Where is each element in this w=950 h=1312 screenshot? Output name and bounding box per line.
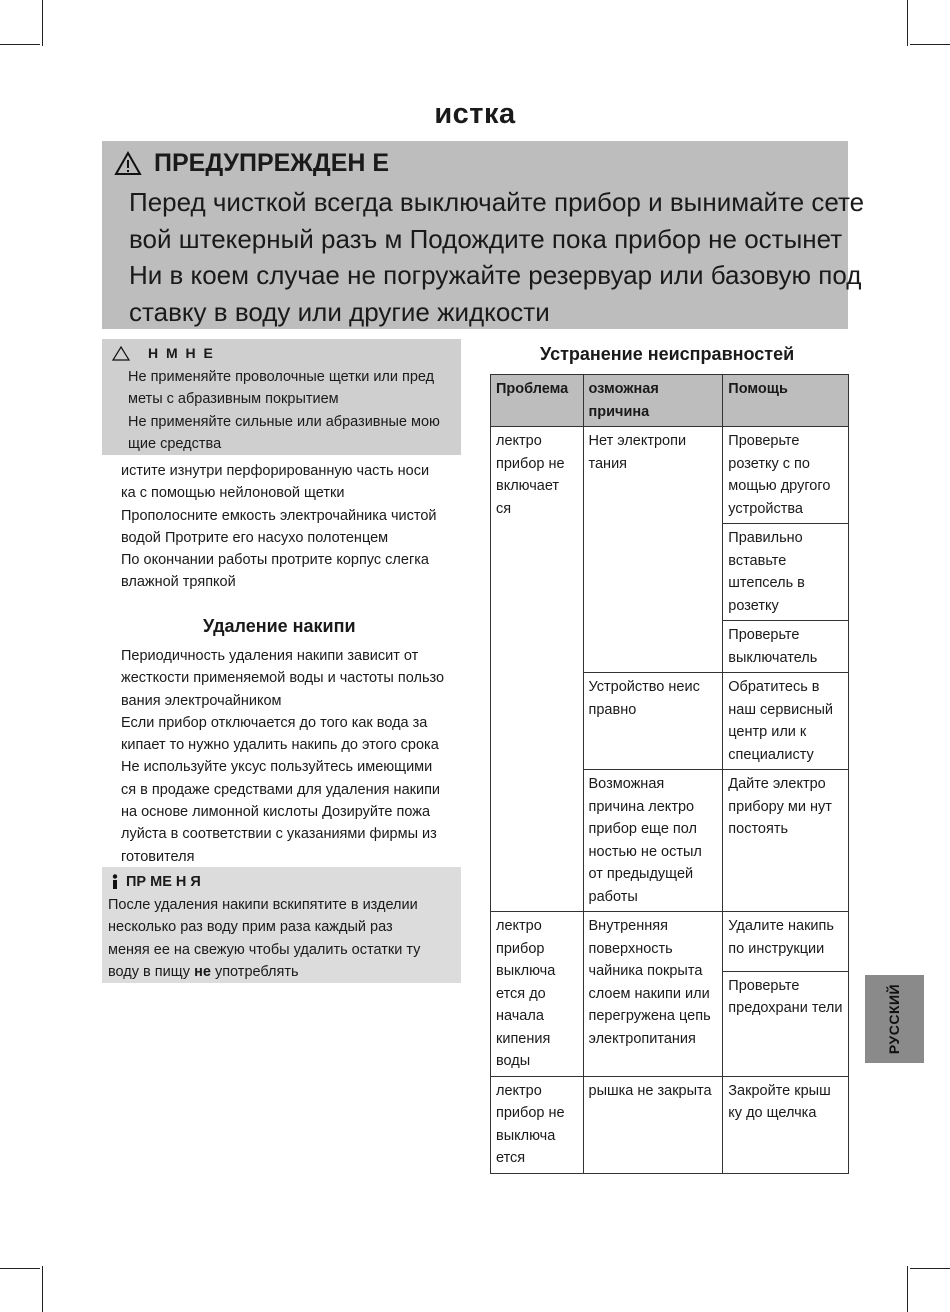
table-cell-problem: лектро прибор не выключа ется (491, 1076, 584, 1173)
language-tab-label: РУССКИЙ (886, 983, 903, 1055)
cleaning-line: влажной тряпкой (121, 574, 236, 591)
remark-heading-text: ПР МЕ Н Я (126, 874, 201, 890)
table-cell-help: Удалите накипь по инструкции (723, 912, 849, 972)
warning-heading (114, 149, 389, 178)
remark-text: употреблять (210, 963, 299, 980)
descaling-line: Периодичность удаления накипи зависит от (121, 648, 419, 664)
descaling-line: Если прибор отключается до того как вода за (121, 714, 428, 731)
descaling-line: вания электрочайником (121, 692, 282, 709)
cleaning-line: истите изнутри перфорированную часть носи (121, 463, 430, 479)
table-cell-cause: Устройство неис правно (583, 673, 723, 770)
descaling-line: луйста в соответствии с указаниями фирмы из (121, 826, 437, 843)
column-header-cause: озможная причина (583, 375, 723, 427)
warning-triangle-icon (114, 151, 142, 176)
caution-line: Не применяйте проволочные щетки или пред (128, 369, 435, 385)
descaling-heading: Удаление накипи (203, 616, 356, 636)
caution-line: щие средства (128, 435, 222, 452)
descaling-line: Не используйте уксус пользуйтесь имеющими (121, 759, 433, 776)
column-header-help: Помощь (723, 375, 849, 427)
descaling-line: кипает то нужно удалить накипь до этого срока (121, 737, 439, 754)
remark-line: меняя ее на свежую чтобы удалить остатки ту (108, 941, 421, 958)
remark-box (102, 867, 461, 983)
crop-mark (42, 1266, 43, 1312)
crop-mark (0, 1268, 40, 1269)
crop-mark (910, 1268, 950, 1269)
caution-heading-text: Н М Н Е (148, 345, 215, 361)
crop-mark (0, 44, 40, 45)
remark-body (108, 894, 420, 983)
crop-mark (910, 44, 950, 45)
table-row (491, 427, 849, 524)
descaling-line: готовителя (121, 848, 195, 865)
table-cell-cause: Внутренняя поверхность чайника покрыта слоем накипи или перегружена цепь электропитания (583, 912, 723, 1077)
descaling-line: на основе лимонной кислоты Дозируйте пожа (121, 804, 431, 821)
descaling-text (121, 645, 444, 868)
warning-box (102, 141, 865, 329)
caution-heading (112, 345, 215, 361)
troubleshooting-table (490, 374, 849, 1174)
remark-line (108, 961, 420, 983)
table-cell-help: Дайте электро прибору ми нут постоять (723, 770, 849, 912)
troubleshooting-heading: Устранение неисправностей (540, 344, 795, 364)
remark-emphasis: не (194, 963, 211, 980)
crop-mark (42, 0, 43, 46)
remark-text: воду в пищу (108, 963, 195, 980)
table-header-row (491, 375, 849, 427)
warning-heading-text: ПРЕДУПРЕЖДЕН Е (154, 149, 390, 177)
warning-body (129, 184, 865, 330)
table-cell-help: Закройте крыш ку до щелчка (723, 1076, 849, 1173)
warning-line: ставку в воду или другие жидкости (129, 296, 550, 327)
info-icon (110, 874, 120, 890)
caution-body (128, 366, 440, 455)
cleaning-line: Прополосните емкость электрочайника чистой (121, 507, 437, 524)
table-row (491, 1076, 849, 1173)
remark-heading (110, 874, 201, 890)
crop-mark (907, 1266, 908, 1312)
table-cell-problem: лектро прибор не включает ся (491, 427, 584, 912)
table-cell-help: Проверьте предохрани тели (723, 971, 849, 1076)
cleaning-text (121, 460, 437, 594)
table-cell-cause: Нет электропи тания (583, 427, 723, 673)
cleaning-line: ка с помощью нейлоновой щетки (121, 485, 345, 502)
descaling-line: ся в продаже средствами для удаления накипи (121, 781, 441, 798)
caution-line: меты с абразивным покрытием (128, 391, 339, 408)
table-cell-help: Правильно вставьте штепсель в розетку (723, 524, 849, 621)
table-cell-help: Проверьте розетку с по мощью другого устройства (723, 427, 849, 524)
table-row (491, 912, 849, 972)
table-cell-help: Проверьте выключатель (723, 621, 849, 673)
remark-line: После удаления накипи вскипятите в изделии (108, 897, 418, 913)
warning-line: Перед чисткой всегда выключайте прибор и вынимайте сете (129, 187, 865, 217)
table-cell-cause: рышка не закрыта (583, 1076, 723, 1173)
crop-mark (907, 0, 908, 46)
column-header-problem: Проблема (491, 375, 584, 427)
table-cell-problem: лектро прибор выключа ется до начала кипения воды (491, 912, 584, 1077)
caution-box (102, 339, 461, 455)
remark-line: несколько раз воду прим раза каждый раз (108, 919, 393, 936)
cleaning-line: По окончании работы протрите корпус слегка (121, 552, 429, 569)
table-cell-help: Обратитесь в наш сервисный центр или к специалисту (723, 673, 849, 770)
warning-line: Ни в коем случае не погружайте резервуар или базовую под (129, 260, 862, 290)
caution-line: Не применяйте сильные или абразивные мою (128, 413, 440, 430)
cleaning-line: водой Протрите его насухо полотенцем (121, 529, 389, 546)
page-title: истка (434, 98, 516, 130)
caution-triangle-icon (112, 346, 130, 361)
warning-line: вой штекерный разъ м Подождите пока прибор не остынет (129, 223, 843, 254)
table-cell-cause: Возможная причина лектро прибор еще пол ностью не остыл от предыдущей работы (583, 770, 723, 912)
language-tab (865, 975, 924, 1063)
descaling-line: жесткости применяемой воды и частоты пользо (121, 670, 445, 687)
